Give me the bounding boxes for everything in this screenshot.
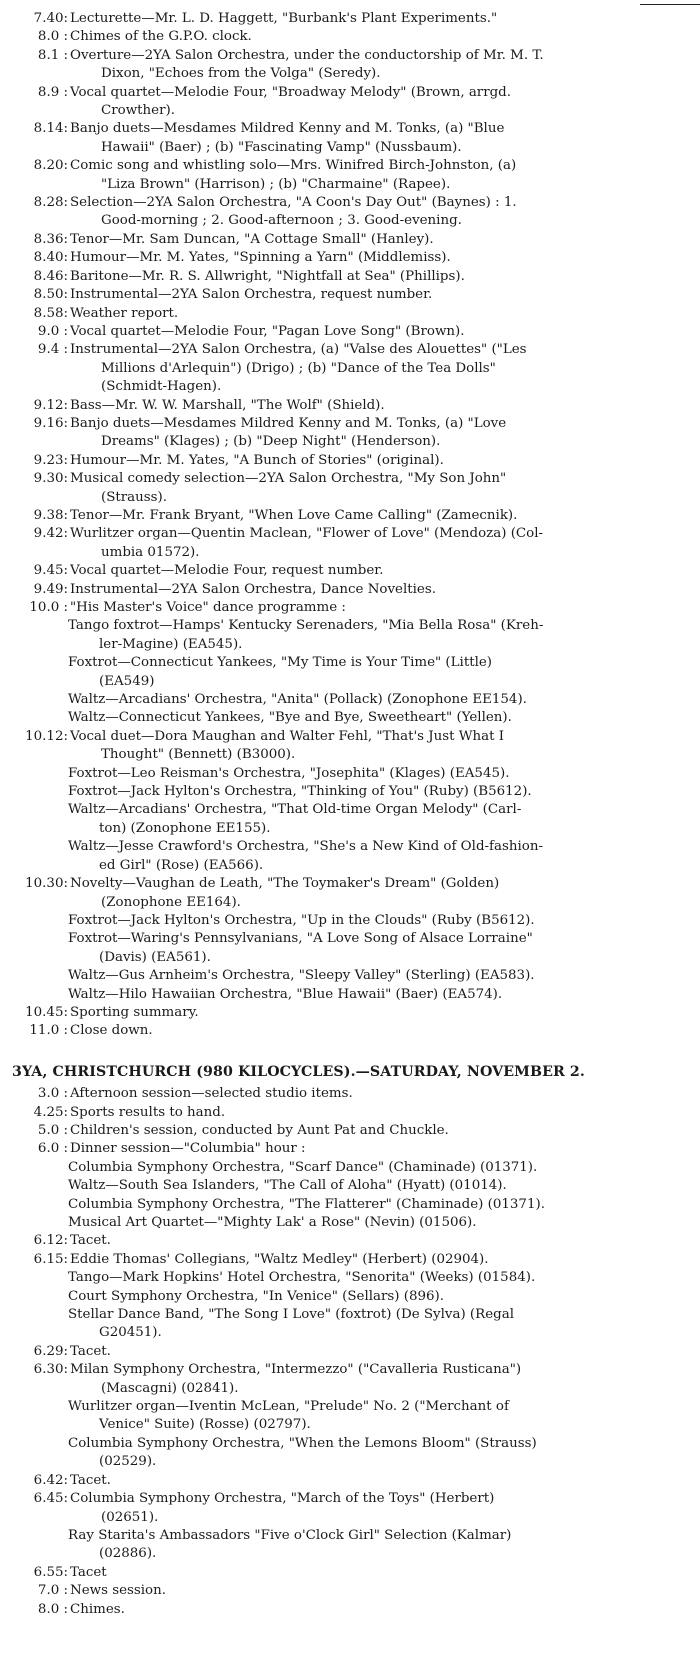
programme-entry xyxy=(0,986,700,1004)
programme-entry xyxy=(0,930,700,967)
entry-line: Waltz—Connecticut Yankees, "Bye and Bye, Sweetheart" (Yellen). xyxy=(68,710,512,726)
programme-entry xyxy=(0,1122,700,1140)
entry-time: 9.30: xyxy=(33,471,68,487)
programme-entry xyxy=(0,912,700,930)
programme-entry xyxy=(0,562,700,580)
entry-time xyxy=(0,1398,70,1435)
programme-entry xyxy=(0,1564,700,1582)
entry-text xyxy=(70,507,700,525)
entry-text xyxy=(70,1251,700,1269)
entry-time xyxy=(0,986,70,1004)
entry-time: 6.45: xyxy=(33,1491,68,1507)
entry-line: Crowther). xyxy=(101,103,175,119)
programme-entry xyxy=(0,84,700,121)
entry-line: Columbia Symphony Orchestra, "March of the Toys" (Herbert) xyxy=(70,1491,495,1507)
entry-time: 8.0 : xyxy=(37,1601,68,1617)
entry-line: Afternoon session—selected studio items. xyxy=(70,1086,353,1102)
entry-text xyxy=(70,194,700,231)
entry-time xyxy=(0,1214,70,1232)
entry-text xyxy=(70,268,700,286)
programme-entry xyxy=(0,1140,700,1158)
entry-time: 6.29: xyxy=(33,1343,68,1359)
entry-line: Waltz—Arcadians' Orchestra, "That Old-time Organ Melody" (Carl- xyxy=(68,802,522,818)
entry-line: Close down. xyxy=(70,1023,153,1039)
entry-line: Foxtrot—Connecticut Yankees, "My Time is Your Time" (Little) xyxy=(68,655,493,671)
entry-text xyxy=(70,397,700,415)
entry-line: (Davis) (EA561). xyxy=(99,949,211,965)
entry-line: Dreams" (Klages) ; (b) "Deep Night" (Henderson). xyxy=(101,434,441,450)
entry-time: 11.0 : xyxy=(29,1023,68,1039)
schedule-3ya xyxy=(0,1085,700,1619)
entry-text xyxy=(70,120,700,157)
entry-line: Tenor—Mr. Sam Duncan, "A Cottage Small" (Hanley). xyxy=(70,231,434,247)
programme-entry xyxy=(0,875,700,912)
section-heading: 3YA, CHRISTCHURCH (980 KILOCYCLES).—SATURDAY, NOVEMBER 2. xyxy=(12,1063,585,1080)
entry-time xyxy=(0,930,70,967)
entry-time: 6.15: xyxy=(33,1251,68,1267)
entry-line: Humour—Mr. M. Yates, "A Bunch of Stories" (original). xyxy=(70,452,444,468)
entry-time: 7.40: xyxy=(33,11,68,26)
entry-time: 5.0 : xyxy=(37,1122,68,1138)
programme-entry xyxy=(0,838,700,875)
programme-entry xyxy=(0,709,700,727)
programme-entry xyxy=(0,1343,700,1361)
programme-entry xyxy=(0,525,700,562)
programme-entry xyxy=(0,1104,700,1122)
programme-entry xyxy=(0,231,700,249)
entry-time: 9.38: xyxy=(33,507,68,523)
entry-time xyxy=(0,765,70,783)
entry-line: (Zonophone EE164). xyxy=(101,894,241,910)
entry-time: 8.0 : xyxy=(37,29,68,45)
entry-text xyxy=(70,1214,700,1232)
entry-text xyxy=(70,562,700,580)
programme-entry xyxy=(0,599,700,617)
programme-entry xyxy=(0,47,700,84)
entry-text xyxy=(70,783,700,801)
entry-line: Tango foxtrot—Hamps' Kentucky Serenaders, "Mia Bella Rosa" (Kreh- xyxy=(68,618,544,634)
entry-text xyxy=(70,617,700,654)
programme-entry xyxy=(0,1527,700,1564)
entry-text xyxy=(70,10,700,28)
entry-line: Waltz—Gus Arnheim's Orchestra, "Sleepy Valley" (Sterling) (EA583). xyxy=(68,968,535,984)
entry-text xyxy=(70,1527,700,1564)
programme-entry xyxy=(0,1232,700,1250)
entry-time: 8.46: xyxy=(33,268,68,284)
entry-text xyxy=(70,470,700,507)
entry-line: Lecturette—Mr. L. D. Haggett, "Burbank's Plant Experiments." xyxy=(70,11,498,26)
entry-text xyxy=(70,1601,700,1619)
entry-time: 8.20: xyxy=(33,158,68,174)
entry-time xyxy=(0,691,70,709)
entry-text xyxy=(70,599,700,617)
entry-time xyxy=(0,709,70,727)
entry-text xyxy=(70,28,700,46)
entry-time: 10.12: xyxy=(25,728,68,744)
entry-line: Columbia Symphony Orchestra, "The Flatterer" (Chaminade) (01371). xyxy=(68,1196,545,1212)
entry-text xyxy=(70,1398,700,1435)
programme-entry xyxy=(0,1288,700,1306)
entry-text xyxy=(70,875,700,912)
entry-line: ton) (Zonophone EE155). xyxy=(99,820,271,836)
entry-time: 9.12: xyxy=(33,397,68,413)
entry-time: 9.16: xyxy=(33,415,68,431)
entry-time: 9.4 : xyxy=(37,342,68,358)
entry-text xyxy=(70,1085,700,1103)
entry-text xyxy=(70,84,700,121)
programme-entry xyxy=(0,801,700,838)
programme-entry xyxy=(0,691,700,709)
entry-text xyxy=(70,654,700,691)
entry-line: Instrumental—2YA Salon Orchestra, Dance Novelties. xyxy=(70,581,436,597)
entry-line: Dixon, "Echoes from the Volga" (Seredy). xyxy=(101,66,381,82)
entry-text xyxy=(70,1159,700,1177)
entry-time: 6.0 : xyxy=(37,1141,68,1157)
entry-line: Waltz—Jesse Crawford's Orchestra, "She's a New Kind of Old-fashion- xyxy=(68,839,543,855)
entry-line: Waltz—Arcadians' Orchestra, "Anita" (Pollack) (Zonophone EE154). xyxy=(68,692,527,708)
entry-line: Hawaii" (Baer) ; (b) "Fascinating Vamp" (Nussbaum). xyxy=(101,139,462,155)
entry-line: Vocal quartet—Melodie Four, "Broadway Melody" (Brown, arrgd. xyxy=(70,84,512,100)
entry-line: Stellar Dance Band, "The Song I Love" (foxtrot) (De Sylva) (Regal xyxy=(68,1307,514,1323)
entry-text xyxy=(70,691,700,709)
entry-time: 6.42: xyxy=(33,1472,68,1488)
entry-line: Novelty—Vaughan de Leath, "The Toymaker's Dream" (Golden) xyxy=(70,876,500,892)
entry-text xyxy=(70,452,700,470)
entry-text xyxy=(70,1140,700,1158)
entry-line: Good-morning ; 2. Good-afternoon ; 3. Good-evening. xyxy=(101,213,462,229)
programme-entry xyxy=(0,1582,700,1600)
entry-time: 8.36: xyxy=(33,231,68,247)
programme-entry xyxy=(0,1159,700,1177)
entry-line: Waltz—Hilo Hawaiian Orchestra, "Blue Hawaii" (Baer) (EA574). xyxy=(68,986,503,1002)
entry-line: (02651). xyxy=(101,1509,159,1525)
entry-text xyxy=(70,1361,700,1398)
entry-line: Tenor—Mr. Frank Bryant, "When Love Came Calling" (Zamecnik). xyxy=(70,507,518,523)
entry-line: Dinner session—"Columbia" hour : xyxy=(70,1141,306,1157)
programme-entry xyxy=(0,157,700,194)
entry-time: 9.45: xyxy=(33,563,68,579)
entry-text xyxy=(70,525,700,562)
entry-text xyxy=(70,709,700,727)
entry-line: Banjo duets—Mesdames Mildred Kenny and M. Tonks, (a) "Blue xyxy=(70,121,505,137)
entry-text xyxy=(70,967,700,985)
entry-line: Instrumental—2YA Salon Orchestra, (a) "Valse des Alouettes" ("Les xyxy=(70,342,527,358)
entry-time: 6.12: xyxy=(33,1233,68,1249)
entry-time: 10.0 : xyxy=(29,600,68,615)
entry-text xyxy=(70,47,700,84)
entry-line: Bass—Mr. W. W. Marshall, "The Wolf" (Shield). xyxy=(70,397,385,413)
programme-entry xyxy=(0,286,700,304)
entry-text xyxy=(70,249,700,267)
programme-entry xyxy=(0,654,700,691)
entry-line: Chimes. xyxy=(70,1601,125,1617)
entry-line: Chimes of the G.P.O. clock. xyxy=(70,29,252,45)
entry-text xyxy=(70,930,700,967)
entry-text xyxy=(70,1564,700,1582)
entry-text xyxy=(70,1343,700,1361)
entry-time xyxy=(0,617,70,654)
entry-line: Vocal duet—Dora Maughan and Walter Fehl, "That's Just What I xyxy=(70,728,505,744)
entry-line: ler-Magine) (EA545). xyxy=(99,636,243,652)
entry-time: 9.23: xyxy=(33,452,68,468)
entry-text xyxy=(70,1472,700,1490)
entry-time: 8.1 : xyxy=(37,47,68,63)
entry-line: (Schmidt-Hagen). xyxy=(101,379,222,395)
programme-entry xyxy=(0,120,700,157)
entry-time: 9.0 : xyxy=(37,323,68,339)
entry-time: 8.14: xyxy=(33,121,68,137)
entry-line: Wurlitzer organ—Quentin Maclean, "Flower of Love" (Mendoza) (Col- xyxy=(70,526,544,542)
entry-line: Waltz—South Sea Islanders, "The Call of Aloha" (Hyatt) (01014). xyxy=(68,1178,507,1194)
entry-line: Foxtrot—Jack Hylton's Orchestra, "Up in the Clouds" (Ruby (B5612). xyxy=(68,912,535,928)
entry-time: 4.25: xyxy=(33,1104,68,1120)
entry-line: Banjo duets—Mesdames Mildred Kenny and M. Tonks, (a) "Love xyxy=(70,415,507,431)
entry-line: Musical comedy selection—2YA Salon Orchestra, "My Son John" xyxy=(70,471,507,487)
programme-entry xyxy=(0,765,700,783)
programme-entry xyxy=(0,1398,700,1435)
entry-line: Instrumental—2YA Salon Orchestra, request number. xyxy=(70,287,433,303)
entry-line: Foxtrot—Waring's Pennsylvanians, "A Love Song of Alsace Lorraine" xyxy=(68,931,533,947)
entry-text xyxy=(70,323,700,341)
programme-entry xyxy=(0,581,700,599)
entry-time: 10.30: xyxy=(25,876,68,892)
programme-entry xyxy=(0,1251,700,1269)
entry-text xyxy=(70,341,700,396)
entry-line: Ray Starita's Ambassadors "Five o'Clock Girl" Selection (Kalmar) xyxy=(68,1527,512,1543)
entry-time: 6.30: xyxy=(33,1362,68,1378)
programme-entry xyxy=(0,341,700,396)
entry-time: 8.50: xyxy=(33,287,68,303)
entry-line: Sports results to hand. xyxy=(70,1104,226,1120)
entry-line: Vocal quartet—Melodie Four, request number. xyxy=(70,563,384,579)
entry-text xyxy=(70,765,700,783)
entry-text xyxy=(70,838,700,875)
programme-entry xyxy=(0,1177,700,1195)
entry-line: Tango—Mark Hopkins' Hotel Orchestra, "Senorita" (Weeks) (01584). xyxy=(68,1270,536,1286)
entry-text xyxy=(70,1122,700,1140)
entry-time: 6.55: xyxy=(33,1564,68,1580)
entry-line: Musical Art Quartet—"Mighty Lak' a Rose" (Nevin) (01506). xyxy=(68,1215,477,1230)
entry-time xyxy=(0,838,70,875)
entry-text xyxy=(70,1582,700,1600)
programme-entry xyxy=(0,323,700,341)
entry-line: Weather report. xyxy=(70,305,179,321)
entry-line: Wurlitzer organ—Iventin McLean, "Prelude" No. 2 ("Merchant of xyxy=(68,1399,509,1415)
entry-text xyxy=(70,1435,700,1472)
programme-entry xyxy=(0,194,700,231)
programme-entry xyxy=(0,1085,700,1103)
programme-entry xyxy=(0,617,700,654)
entry-time: 8.9 : xyxy=(37,84,68,100)
entry-line: Foxtrot—Jack Hylton's Orchestra, "Thinking of You" (Ruby) (B5612). xyxy=(68,784,532,800)
entry-time xyxy=(0,654,70,691)
programme-entry xyxy=(0,1472,700,1490)
entry-line: Venice" Suite) (Rosse) (02797). xyxy=(99,1417,311,1433)
entry-text xyxy=(70,231,700,249)
entry-line: Tacet. xyxy=(70,1472,111,1488)
entry-line: (02886). xyxy=(99,1546,157,1562)
programme-entry xyxy=(0,783,700,801)
entry-text xyxy=(70,1288,700,1306)
entry-line: Children's session, conducted by Aunt Pat and Chuckle. xyxy=(70,1122,449,1138)
entry-line: Foxtrot—Leo Reisman's Orchestra, "Josephita" (Klages) (EA545). xyxy=(68,765,510,781)
entry-time: 9.42: xyxy=(33,526,68,542)
entry-line: Millions d'Arlequin") (Drigo) ; (b) "Dance of the Tea Dolls" xyxy=(101,360,496,376)
entry-text xyxy=(70,415,700,452)
programme-entry xyxy=(0,1361,700,1398)
entry-text xyxy=(70,728,700,765)
programme-entry xyxy=(0,1435,700,1472)
entry-time: 8.58: xyxy=(33,305,68,321)
entry-line: Tacet. xyxy=(70,1343,111,1359)
entry-time xyxy=(0,967,70,985)
programme-entry xyxy=(0,397,700,415)
programme-entry xyxy=(0,28,700,46)
entry-text xyxy=(70,1177,700,1195)
programme-entry xyxy=(0,1490,700,1527)
entry-line: ed Girl" (Rose) (EA566). xyxy=(99,857,264,873)
entry-time xyxy=(0,912,70,930)
entry-line: Selection—2YA Salon Orchestra, "A Coon's Day Out" (Baynes) : 1. xyxy=(70,195,517,211)
entry-time: 8.40: xyxy=(33,250,68,266)
programme-entry xyxy=(0,10,700,28)
entry-text xyxy=(70,1269,700,1287)
entry-time xyxy=(0,1306,70,1343)
entry-line: Eddie Thomas' Collegians, "Waltz Medley" (Herbert) (02904). xyxy=(70,1251,489,1267)
programme-entry xyxy=(0,470,700,507)
entry-time xyxy=(0,1177,70,1195)
entry-text xyxy=(70,581,700,599)
entry-text xyxy=(70,912,700,930)
entry-line: Sporting summary. xyxy=(70,1004,199,1020)
entry-time xyxy=(0,1435,70,1472)
entry-text xyxy=(70,286,700,304)
entry-text xyxy=(70,1004,700,1022)
entry-text xyxy=(70,1022,700,1040)
entry-text xyxy=(70,1306,700,1343)
programme-entry xyxy=(0,1022,700,1040)
programme-entry xyxy=(0,268,700,286)
entry-text xyxy=(70,305,700,323)
entry-time: 3.0 : xyxy=(37,1086,68,1102)
entry-time xyxy=(0,801,70,838)
entry-time xyxy=(0,1159,70,1177)
entry-time: 9.49: xyxy=(33,581,68,597)
programme-entry xyxy=(0,728,700,765)
programme-entry xyxy=(0,1601,700,1619)
entry-line: Comic song and whistling solo—Mrs. Winifred Birch-Johnston, (a) xyxy=(70,158,517,174)
top-rule xyxy=(640,4,700,5)
entry-text xyxy=(70,1490,700,1527)
entry-time: 10.45: xyxy=(25,1004,68,1020)
entry-line: Vocal quartet—Melodie Four, "Pagan Love Song" (Brown). xyxy=(70,323,465,339)
entry-text xyxy=(70,1104,700,1122)
entry-line: (Strauss). xyxy=(101,489,168,505)
entry-text xyxy=(70,157,700,194)
programme-entry xyxy=(0,249,700,267)
entry-line: (EA549) xyxy=(99,673,155,689)
entry-text xyxy=(70,1232,700,1250)
entry-text xyxy=(70,986,700,1004)
entry-time: 7.0 : xyxy=(37,1583,68,1599)
entry-time xyxy=(0,1196,70,1214)
entry-line: "His Master's Voice" dance programme : xyxy=(70,600,346,615)
programme-entry xyxy=(0,967,700,985)
entry-line: umbia 01572). xyxy=(101,544,200,560)
entry-text xyxy=(70,1196,700,1214)
entry-line: Overture—2YA Salon Orchestra, under the conductorship of Mr. M. T. xyxy=(70,47,544,63)
entry-line: Humour—Mr. M. Yates, "Spinning a Yarn" (Middlemiss). xyxy=(70,250,451,266)
entry-line: Columbia Symphony Orchestra, "Scarf Dance" (Chaminade) (01371). xyxy=(68,1159,538,1175)
section-gap xyxy=(0,1041,700,1063)
entry-line: Baritone—Mr. R. S. Allwright, "Nightfall at Sea" (Phillips). xyxy=(70,268,465,284)
programme-entry xyxy=(0,305,700,323)
entry-time xyxy=(0,783,70,801)
programme-entry xyxy=(0,1306,700,1343)
schedule-2ya xyxy=(0,10,700,1041)
entry-time xyxy=(0,1288,70,1306)
entry-line: "Liza Brown" (Harrison) ; (b) "Charmaine" (Rapee). xyxy=(101,176,451,192)
entry-line: Columbia Symphony Orchestra, "When the Lemons Bloom" (Strauss) xyxy=(68,1435,537,1451)
programme-entry xyxy=(0,1269,700,1287)
entry-line: Court Symphony Orchestra, "In Venice" (Sellars) (896). xyxy=(68,1288,445,1304)
programme-entry xyxy=(0,1196,700,1214)
entry-text xyxy=(70,801,700,838)
entry-line: (02529). xyxy=(99,1454,157,1470)
entry-time xyxy=(0,1527,70,1564)
entry-line: (Mascagni) (02841). xyxy=(101,1380,239,1396)
entry-line: Tacet xyxy=(70,1564,107,1580)
entry-line: Milan Symphony Orchestra, "Intermezzo" ("Cavalleria Rusticana") xyxy=(70,1362,522,1378)
entry-time: 8.28: xyxy=(33,195,68,211)
programme-entry xyxy=(0,1214,700,1232)
programme-entry xyxy=(0,452,700,470)
entry-time xyxy=(0,1269,70,1287)
programme-entry xyxy=(0,1004,700,1022)
entry-line: G20451). xyxy=(99,1325,162,1341)
programme-entry xyxy=(0,507,700,525)
programme-entry xyxy=(0,415,700,452)
entry-line: Tacet. xyxy=(70,1233,111,1249)
entry-line: Thought" (Bennett) (B3000). xyxy=(101,747,296,763)
entry-line: News session. xyxy=(70,1583,166,1599)
